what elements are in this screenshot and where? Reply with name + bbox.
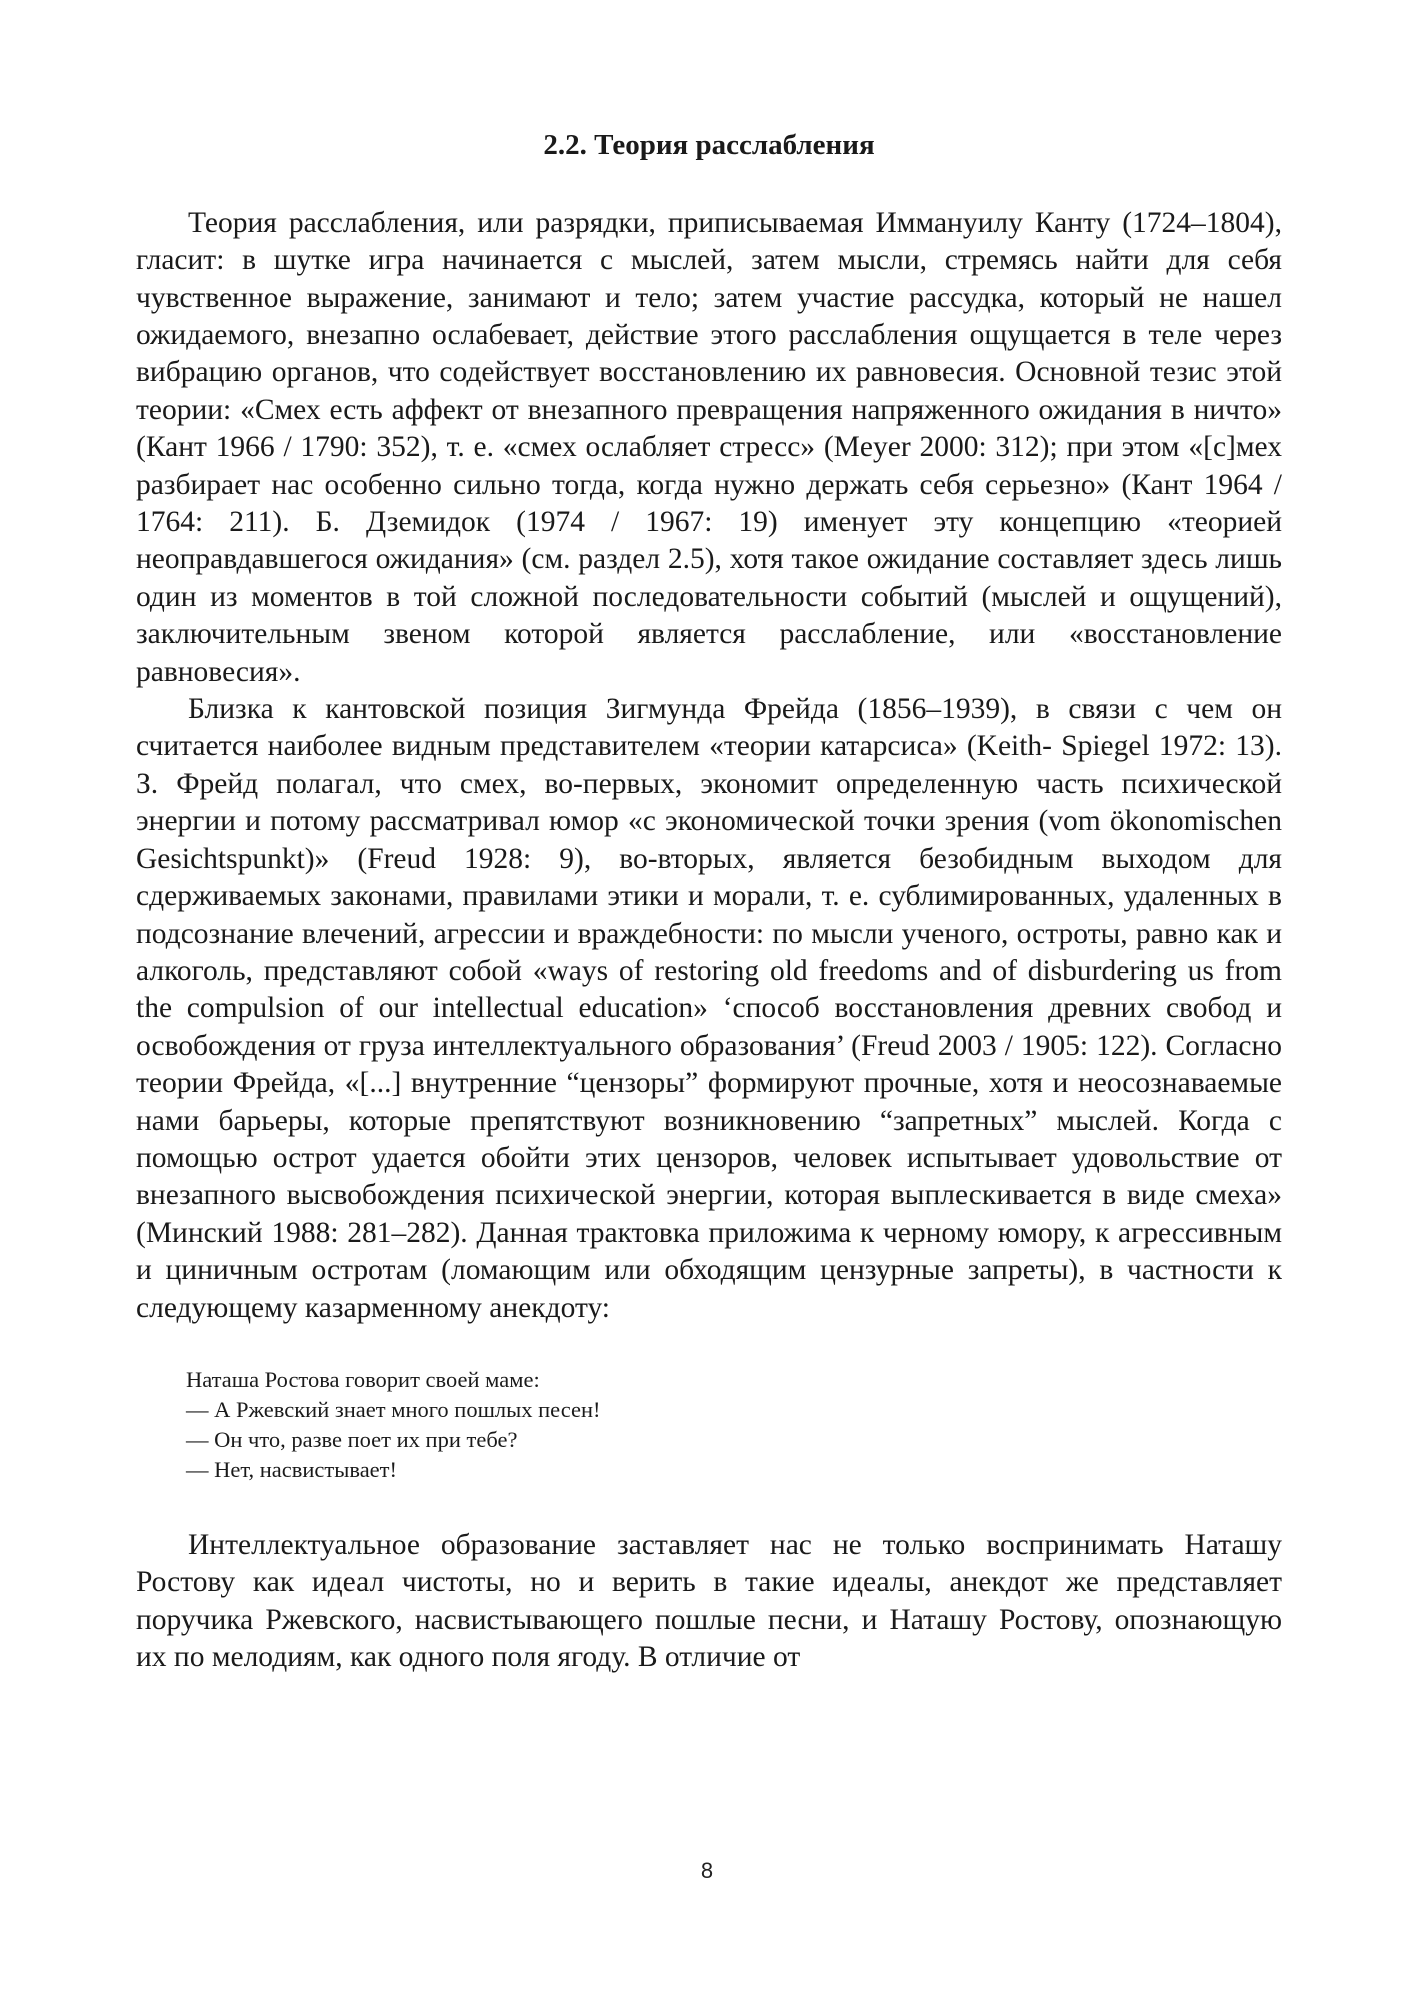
section-title: 2.2. Теория расслабления — [543, 129, 875, 161]
anecdote-quote — [186, 1365, 1282, 1485]
page-body — [136, 128, 1282, 1677]
quote-line: — Он что, разве поет их при тебе? — [186, 1426, 518, 1452]
paragraph-kant-theory: Теория расслабления, или разрядки, приписываемая Иммануилу Канту (1724–1804), гласит: в шутке игра начинается с мыслей, затем мысли, стремясь найти для себя чувственное выражение, занимают и тело; затем участие рассудка, который не нашел ожидаемого, внезапно ослабевает, действие этого расслабления ощущается в теле через вибрацию органов, что содействует восстановлению их равновесия. Основной тезис этой теории: «Смех есть аффект от внезапного превращения напряженного ожидания в ничто» (Кант 1966 / 1790: 352), т. е. «смех ослабляет стресс» (Meyer 2000: 312); при этом «[с]мех разбирает нас особенно сильно тогда, когда нужно держать себя серьезно» (Кант 1964 / 1764: 211). Б. Дземидок (1974 / 1967: 19) именует эту концепцию «теорией неоправдавшегося ожидания» (см. раздел 2.5), хотя такое ожидание составляет здесь лишь один из моментов в той сложной последовательности событий (мыслей и ощущений), заключительным звеном которой является расслабление, или «восстановление равновесия». — [136, 206, 1282, 688]
paragraph-freud-theory: Близка к кантовской позиция Зигмунда Фрейда (1856–1939), в связи с чем он считается наиболее видным представителем «теории катарсиса» (Keith- Spiegel 1972: 13). З. Фрейд полагал, что смех, во-первых, экономит определенную часть психической энергии и потому рассматривал юмор «с экономической точки зрения (vom ökonomischen Gesichtspunkt)» (Freud 1928: 9), во-вторых, является безобидным выходом для сдерживаемых законами, правилами этики и морали, т. е. сублимированных, удаленных в подсознание влечений, агрессии и враждебности: по мысли ученого, остроты, равно как и алкоголь, представляют собой «ways of restoring old freedoms and of disburdering us from the compulsion of our intellectual education» ‘способ восстановления древних свобод и освобождения от груза интеллектуального образования’ (Freud 2003 / 1905: 122). Согласно теории Фрейда, «[...] внутренние “цензоры” формируют прочные, хотя и неосознаваемые нами барьеры, которые препятствуют возникновению “запретных” мыслей. Когда с помощью острот удается обойти этих цензоров, человек испытывает удовольствие от внезапного высвобождения психической энергии, которая выплескивается в виде смеха» (Минский 1988: 281–282). Данная трактовка приложима к черному юмору, к агрессивным и циничным остротам (ломающим или обходящим цензурные запреты), в частности к следующему казарменному анекдоту: — [136, 693, 1282, 1324]
page-number: 8 — [700, 1858, 714, 1883]
quote-line: — Нет, насвистывает! — [186, 1456, 397, 1482]
quote-line: Наташа Ростова говорит своей маме: — [186, 1366, 540, 1392]
quote-line: — А Ржевский знает много пошлых песен! — [186, 1396, 601, 1422]
paragraph-closing: Интеллектуальное образование заставляет нас не только воспринимать Наташу Ростову как идеал чистоты, но и верить в такие идеалы, анекдот же представляет поручика Ржевского, насвистывающего пошлые песни, и Наташу Ростову, опознающую их по мелодиям, как одного поля ягоду. В отличие от — [136, 1528, 1282, 1674]
